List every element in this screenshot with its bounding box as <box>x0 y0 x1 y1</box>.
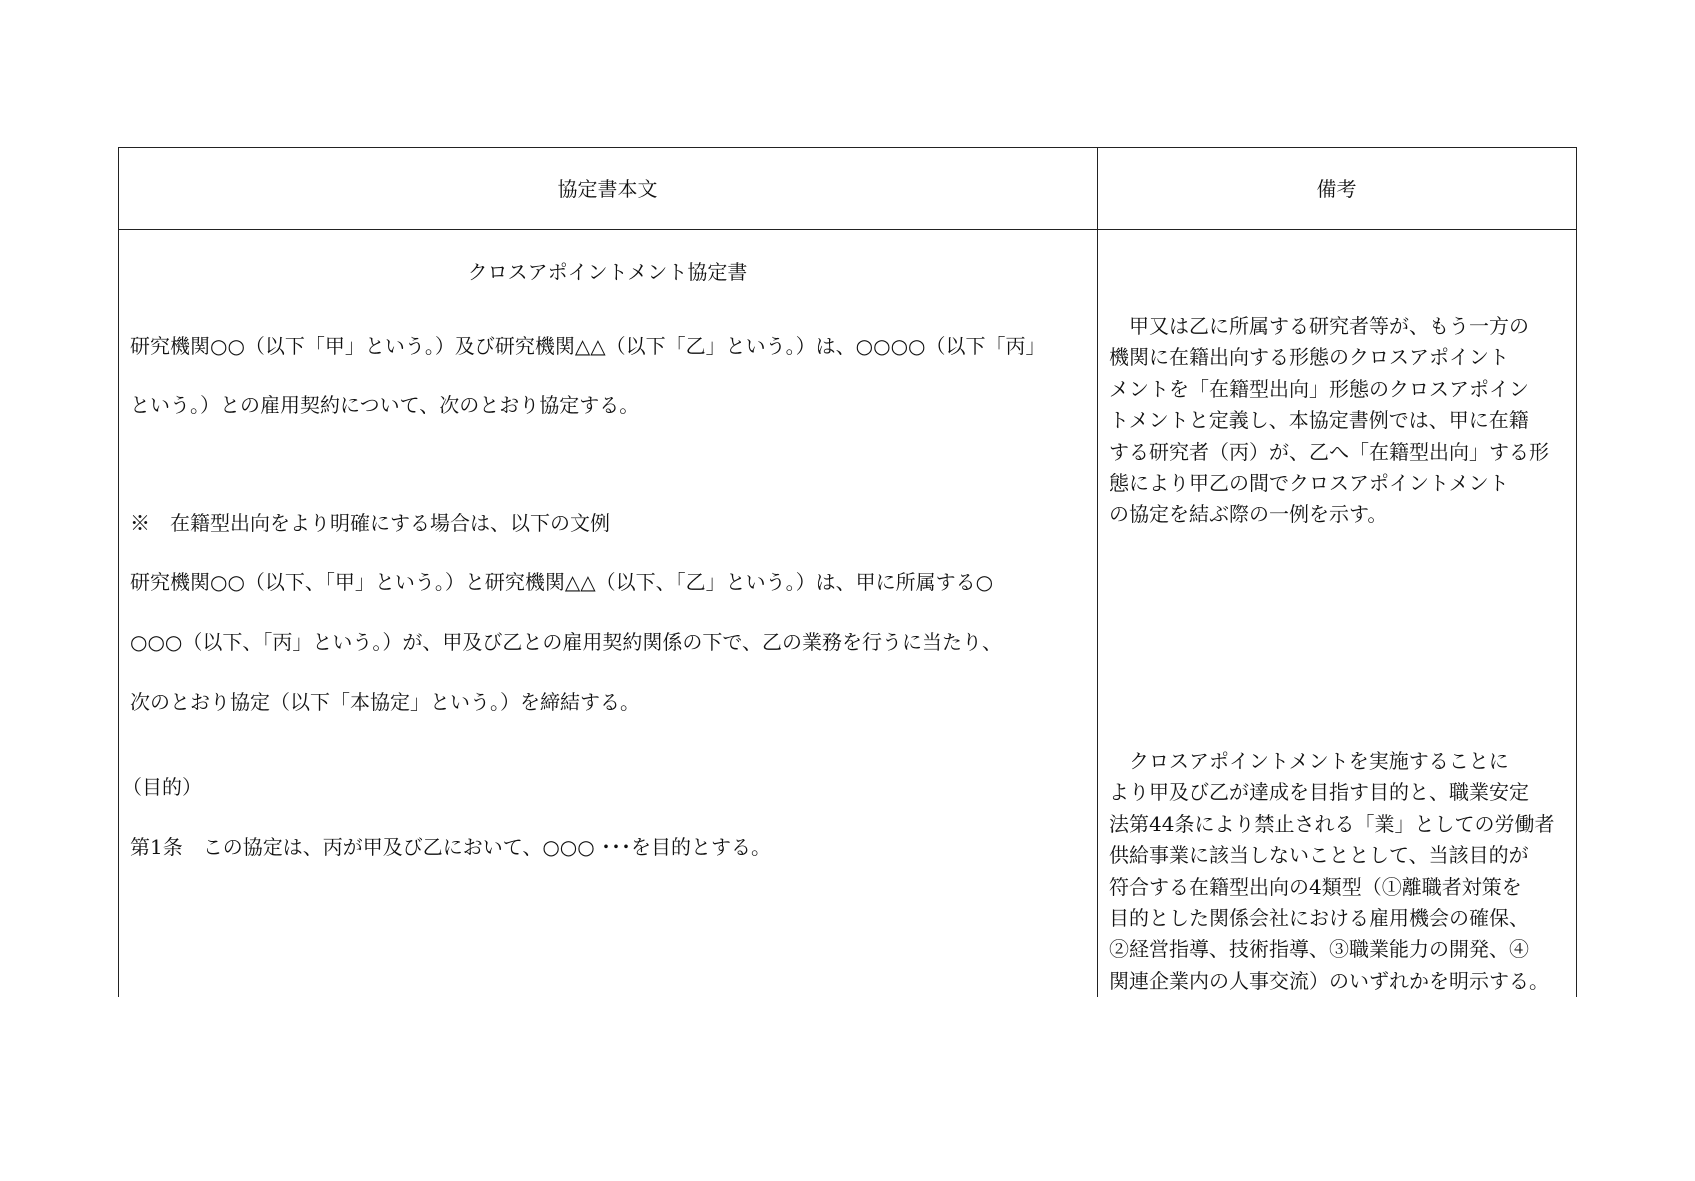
header-remarks-column: 備考 <box>1316 177 1357 201</box>
remark-2-line: 関連企業内の人事交流）のいずれかを明示する。 <box>1109 968 1549 993</box>
header-bottom-border <box>118 229 1577 230</box>
preamble-line-1: 研究機関○○（以下「甲」という。）及び研究機関△△（以下「乙」という。）は、○○○○（以下「丙」 <box>130 334 1046 358</box>
remark-1-line: トメントと定義し、本協定書例では、甲に在籍 <box>1109 408 1529 433</box>
note-heading: ※ 在籍型出向をより明確にする場合は、以下の文例 <box>130 511 610 535</box>
remark-2-line: より甲及び乙が達成を目指す目的と、職業安定 <box>1109 780 1529 805</box>
remark-2-line: 供給事業に該当しないこととして、当該目的が <box>1109 843 1529 868</box>
header-main-column: 協定書本文 <box>557 177 658 201</box>
remark-1-line: 機関に在籍出向する形態のクロスアポイント <box>1109 345 1509 370</box>
remark-1-line: の協定を結ぶ際の一例を示す。 <box>1109 502 1388 527</box>
alt-preamble-line-1: 研究機関○○（以下、「甲」という。）と研究機関△△（以下、「乙」という。）は、甲に所属する○ <box>130 570 994 594</box>
remark-block-1 <box>1109 311 1575 531</box>
remark-2-line: 目的とした関係会社における雇用機会の確保、 <box>1109 906 1529 931</box>
article-1: 第1条 この協定は、丙が甲及び乙において、○○○ ･･･を目的とする。 <box>130 835 772 859</box>
remark-1-line: する研究者（丙）が、乙へ「在籍型出向」する形 <box>1109 439 1549 464</box>
remark-block-2 <box>1109 746 1575 997</box>
remark-2-line: ②経営指導、技術指導、③職業能力の開発、④ <box>1109 937 1529 962</box>
remark-1-line: 態により甲乙の間でクロスアポイントメント <box>1109 471 1509 496</box>
preamble-line-2: という。）との雇用契約について、次のとおり協定する。 <box>130 393 640 417</box>
purpose-heading: （目的） <box>122 775 202 799</box>
remark-1-line: 甲又は乙に所属する研究者等が、もう一方の <box>1109 314 1529 338</box>
remark-1-line: メントを「在籍型出向」形態のクロスアポイン <box>1109 376 1529 401</box>
alt-preamble-line-2: ○○○（以下、「丙」という。）が、甲及び乙との雇用契約関係の下で、乙の業務を行うに当たり、 <box>130 630 1002 654</box>
table-top-border <box>118 147 1577 148</box>
remark-2-line: 法第44条により禁止される「業」としての労働者 <box>1109 811 1555 836</box>
remark-2-line: 符合する在籍型出向の4類型（①離職者対策を <box>1109 874 1522 899</box>
column-divider <box>1097 147 1098 997</box>
table-right-border <box>1576 147 1577 997</box>
agreement-title: クロスアポイントメント協定書 <box>467 260 748 284</box>
alt-preamble-line-3: 次のとおり協定（以下「本協定」という。）を締結する。 <box>130 690 640 714</box>
remark-2-line: クロスアポイントメントを実施することに <box>1109 749 1509 773</box>
